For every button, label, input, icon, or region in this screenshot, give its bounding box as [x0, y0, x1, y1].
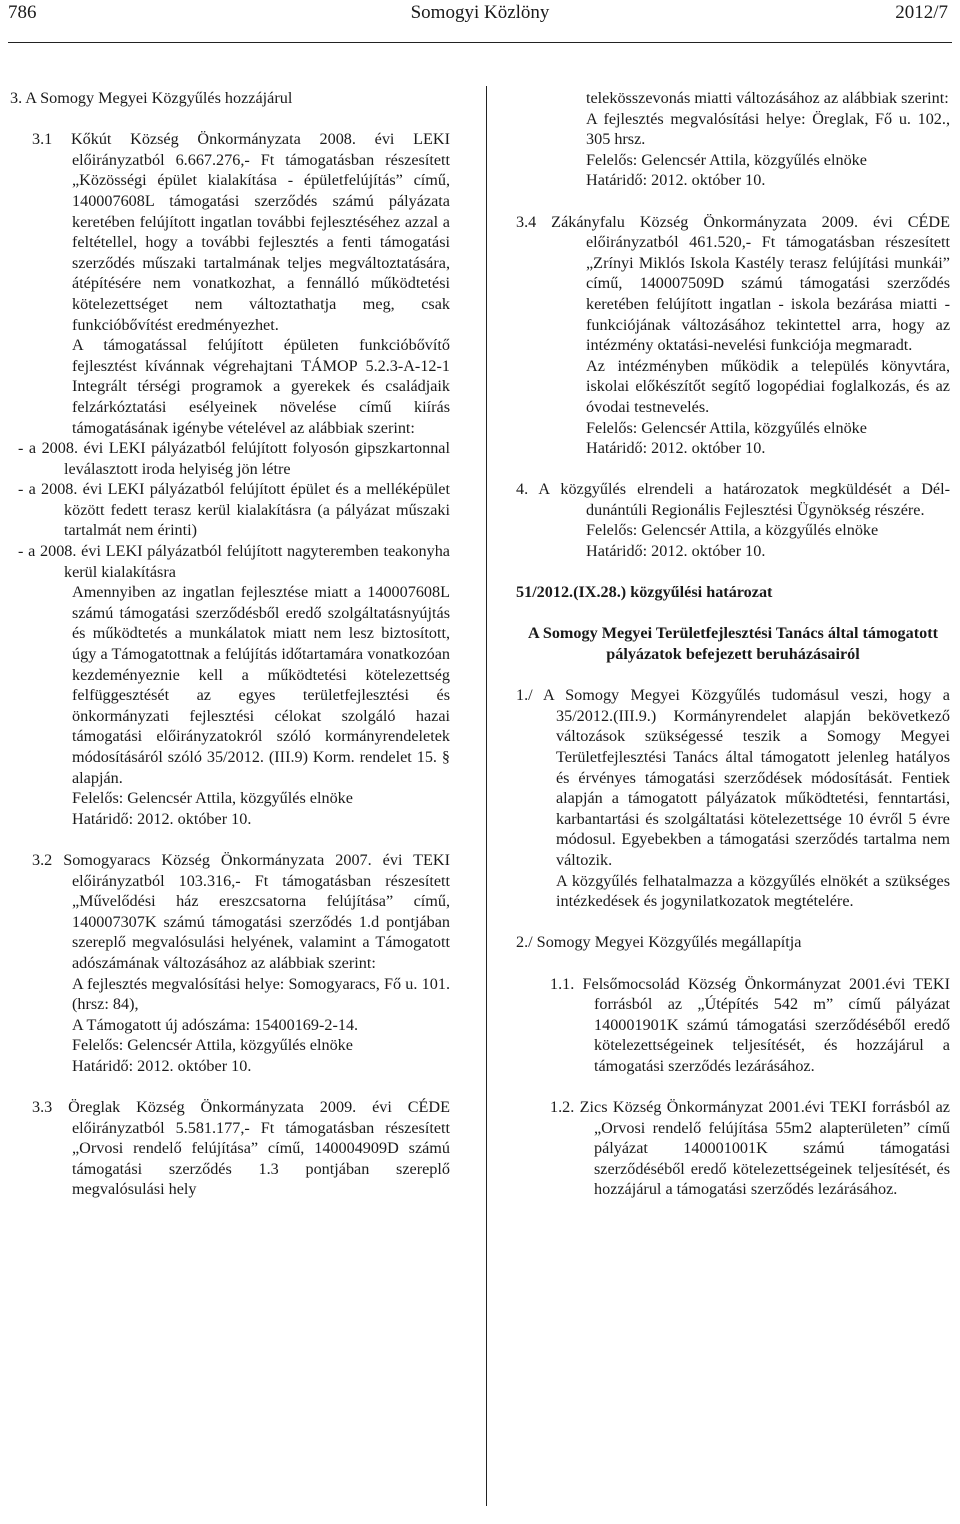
item-3-1-condition: Amennyiben az ingatlan fejlesztése miatt a 140007608L számú támogatási szerződésből eredő szolgáltatásnyújtás és működtetés a munkálatok miatt nem lesz biztosított, úgy a Támogatottnak a felújítás időtartamára vonatkozóan kezdeményeznie kell a működtetési kötelezettség felfüggesztését az egyes területfejlesztési és önkormányzati fejlesztési célokat szolgáló hazai támogatási előirányzatokról szóló kormányrendeletek módosításáról szóló 35/2012. (III.9) Korm. rendelet 15. § alapján. [72, 583, 450, 787]
item-3-3-location: A fejlesztés megvalósítási helye: Öreglak, Fő u. 102., 305 hrsz. [586, 109, 950, 149]
item-3-2-location: A fejlesztés megvalósítási helye: Somogyaracs, Fő u. 101. (hrsz: 84), [72, 974, 450, 1014]
point-1-authorization: A közgyűlés felhatalmazza a közgyűlés elnökét a szükséges intézkedések és jogynilatkozatok megtételére. [556, 871, 950, 911]
resolution-title: A Somogy Megyei Területfejlesztési Tanács által támogatott pályázatok befejezett beruházásairól [527, 624, 939, 664]
point-1-text: 1./ A Somogy Megyei Közgyűlés tudomásul veszi, hogy a 35/2012.(III.9.) Kormányrendelet alapján bekövetkező változások szükségessé teszik a Somogy Megyei Területfejlesztési Tanács által támogatott jelenleg hatályos és érvényes támogatási szerződések módosítását. Fentiek alapján a támogatott pályázatok működtetési, fenntartási, karbantartási és szolgáltatási kötelezettsége 10 évről 5 évre módosul. Egyebekben a támogatási szerződés tartalma nem változik. [516, 686, 950, 869]
issue-number: 2012/7 [895, 2, 948, 23]
item-3-2-responsible: Felelős: Gelencsér Attila, közgyűlés elnöke [72, 1036, 353, 1055]
item-3-3-text: 3.3 Öreglak Község Önkormányzata 2009. évi CÉDE előirányzatból 5.581.177,- Ft támogatásban részesített „Orvosi rendelő felújítása” című, 140004909D számú támogatási szerződés 1.3 pontjában szereplő megvalósulási hely [32, 1098, 450, 1199]
item-3-3-deadline: Határidő: 2012. október 10. [586, 171, 766, 190]
dash-item-1: - a 2008. évi LEKI pályázatból felújított folyosón gipszkartonnal leválasztott iroda helyiség jön létre [18, 439, 450, 478]
dash-item-3: - a 2008. évi LEKI pályázatból felújított nagyteremben teakonyha kerül kialakításra [18, 542, 450, 581]
left-column [10, 88, 450, 1200]
item-3-1-responsible: Felelős: Gelencsér Attila, közgyűlés elnöke [72, 789, 353, 808]
item-4-responsible: Felelős: Gelencsér Attila, a közgyűlés elnöke [586, 521, 879, 540]
page-header [0, 0, 960, 40]
page-number: 786 [8, 2, 37, 23]
item-3-1-deadline: Határidő: 2012. október 10. [72, 809, 252, 828]
item-3-3-continued: telekösszevonás miatti változásához az alábbiak szerint: [586, 89, 949, 107]
dash-item-2: - a 2008. évi LEKI pályázatból felújított épület és a melléképület között fedett terasz kerül kialakításra (a pályázat műszaki tartalmát nem érinti) [18, 480, 450, 540]
point-2-heading: 2./ Somogy Megyei Közgyűlés megállapítja [516, 933, 802, 952]
item-3-2-deadline: Határidő: 2012. október 10. [72, 1056, 252, 1075]
item-4-deadline: Határidő: 2012. október 10. [586, 542, 766, 561]
item-3-3-responsible: Felelős: Gelencsér Attila, közgyűlés elnöke [586, 150, 867, 169]
item-3-4-deadline: Határidő: 2012. október 10. [586, 439, 766, 458]
section-3-heading: 3. A Somogy Megyei Közgyűlés hozzájárul [10, 89, 293, 107]
item-3-1-text: 3.1 Kőkút Község Önkormányzata 2008. évi LEKI előirányzatból 6.667.276,- Ft támogatásban részesített „Közösségi épület kialakítása - épületfelújítás” című, 140007608L támogatási szerződés számú pályázata keretében felújított ingatlan további fejlesztéséhez azzal a feltétellel, hogy a további fejlesztés a fenti támogatási szerződés műszaki tartalmának teljes megváltoztatására, átépítésére nem vonatkozhat, a fennálló működtetési kötelezettséget nem változtathatja meg, csak funkcióbővítést eredményezhet. [32, 130, 450, 334]
right-column [516, 88, 950, 1200]
journal-title: Somogyi Közlöny [410, 2, 550, 23]
resolution-number: 51/2012.(IX.28.) közgyűlési határozat [516, 583, 773, 602]
item-3-4-responsible: Felelős: Gelencsér Attila, közgyűlés elnöke [586, 418, 867, 437]
header-rule [8, 42, 952, 43]
point-2-1-1-text: 1.1. Felsőmocsolád Község Önkormányzat 2001.évi TEKI forrásból az „Útépítés 542 m” című pályázat 140001901K számú támogatási szerződéséből eredő kötelezettségeinek teljesítését, és hozzájárul a támogatási szerződés lezárásához. [550, 974, 950, 1075]
item-3-2-taxnumber: A Támogatott új adószáma: 15400169-2-14. [72, 1015, 359, 1034]
item-3-2-text: 3.2 Somogyaracs Község Önkormányzata 2007. évi TEKI előirányzatból 103.316,- Ft támogatásban részesített „Művelődési ház ereszcsatorna felújítása” című, 140007307K számú támogatási szerződés 1.d pontjában szereplő megvalósulási helyének, valamint a Támogatott adószámának változásához az alábbiak szerint: [32, 850, 450, 972]
item-3-4-text: 3.4 Zákányfalu Község Önkormányzata 2009. évi CÉDE előirányzatból 461.520,- Ft támogatásban részesített „Zrínyi Miklós Iskola Kastély terasz felújítási munkái” című, 140007509D számú támogatási szerződés keretében felújított ingatlan - iskola bezárása miatti - funkciójának változásához tekintettel arra, hogy az intézmény oktatási-nevelési funkciója megmaradt. [516, 212, 950, 355]
item-4-text: 4. A közgyűlés elrendeli a határozatok megküldését a Dél-dunántúli Regionális Fejlesztési Ügynökség részére. [516, 480, 950, 519]
column-divider [486, 86, 487, 1506]
point-2-1-2-text: 1.2. Zics Község Önkormányzat 2001.évi TEKI forrásból az „Orvosi rendelő felújítása 55m2 alapterületen” című pályázat 140001001K számú támogatási szerződéséből eredő kötelezettségeinek teljesítését, és hozzájárul a támogatási szerződés lezárásához. [550, 1098, 950, 1199]
item-3-1-plan: A támogatással felújított épületen funkcióbővítő fejlesztést kívánnak végrehajtani TÁMOP 5.2.3-A-12-1 Integrált térségi programok a gyerekek és családjaik felzárkóztatási esélyeinek növelése című kiírás támogatásának igénybe vételével az alábbiak szerint: [72, 336, 450, 437]
item-3-4-detail: Az intézményben működik a település könyvtára, iskolai előkészítőt segítő logopédiai foglalkozás, és az óvodai testnevelés. [586, 356, 950, 416]
